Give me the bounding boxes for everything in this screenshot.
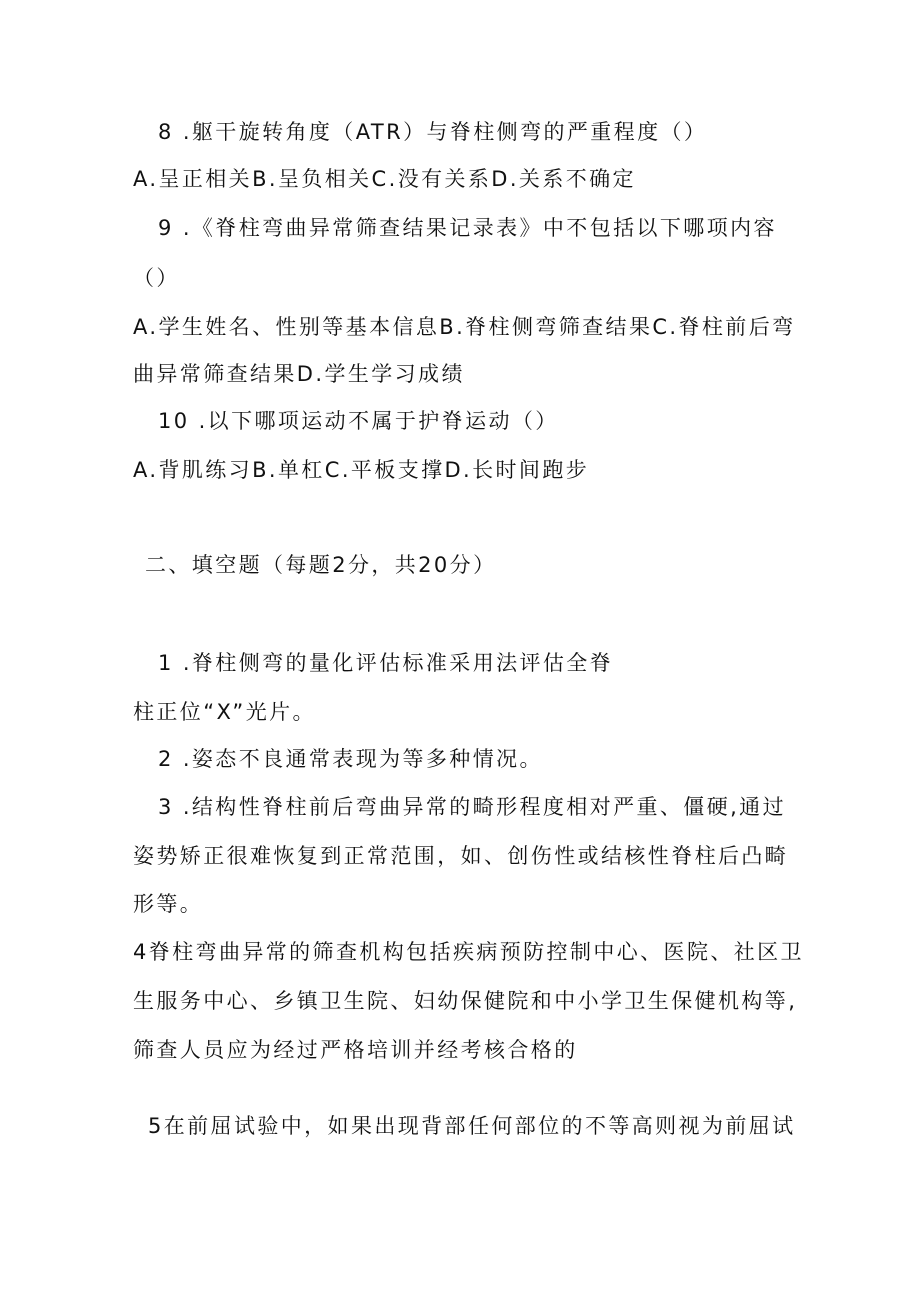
question-9-options-line-1: A.学生姓名、性别等基本信息B.脊柱侧弯筛查结果C.脊柱前后弯 [133,315,796,339]
fill-5-line-1: 5在前屈试验中，如果出现背部任何部位的不等高则视为前屈试 [148,1114,796,1138]
fill-4-line-2: 生服务中心、乡镇卫生院、妇幼保健院和中小学卫生保健机构等, [133,989,798,1013]
fill-2: 2 .姿态不良通常表现为等多种情况。 [158,747,543,771]
question-10-stem: 10 .以下哪项运动不属于护脊运动（） [158,409,559,433]
fill-3-line-2: 姿势矫正很难恢复到正常范围，如、创伤性或结核性脊柱后凸畸 [133,844,789,868]
fill-4-line-3: 筛查人员应为经过严格培训并经考核合格的 [133,1038,578,1062]
question-9-stem: 9 .《脊柱弯曲异常筛查结果记录表》中不包括以下哪项内容 [158,216,777,240]
fill-3-line-3: 形等。 [133,892,204,916]
question-8-stem: 8 .躯干旋转角度（ATR）与脊柱侧弯的严重程度（） [158,120,708,144]
question-9-options-line-2: 曲异常筛查结果D.学生学习成绩 [133,362,465,386]
fill-1-line-1: 1 .脊柱侧弯的量化评估标准采用法评估全脊 [158,651,614,675]
question-9-paren: （） [133,266,180,290]
fill-1-line-2: 柱正位“X”光片。 [133,700,316,724]
fill-3-line-1: 3 .结构性脊柱前后弯曲异常的畸形程度相对严重、僵硬,通过 [158,795,786,819]
question-8-options: A.呈正相关B.呈负相关C.没有关系D.关系不确定 [133,167,636,191]
question-10-options: A.背肌练习B.单杠C.平板支撑D.长时间跑步 [133,458,590,482]
section-2-heading: 二、填空题（每题2分，共20分） [145,553,497,577]
fill-4-line-1: 4脊柱弯曲异常的筛查机构包括疾病预防控制中心、医院、社区卫 [133,940,804,964]
